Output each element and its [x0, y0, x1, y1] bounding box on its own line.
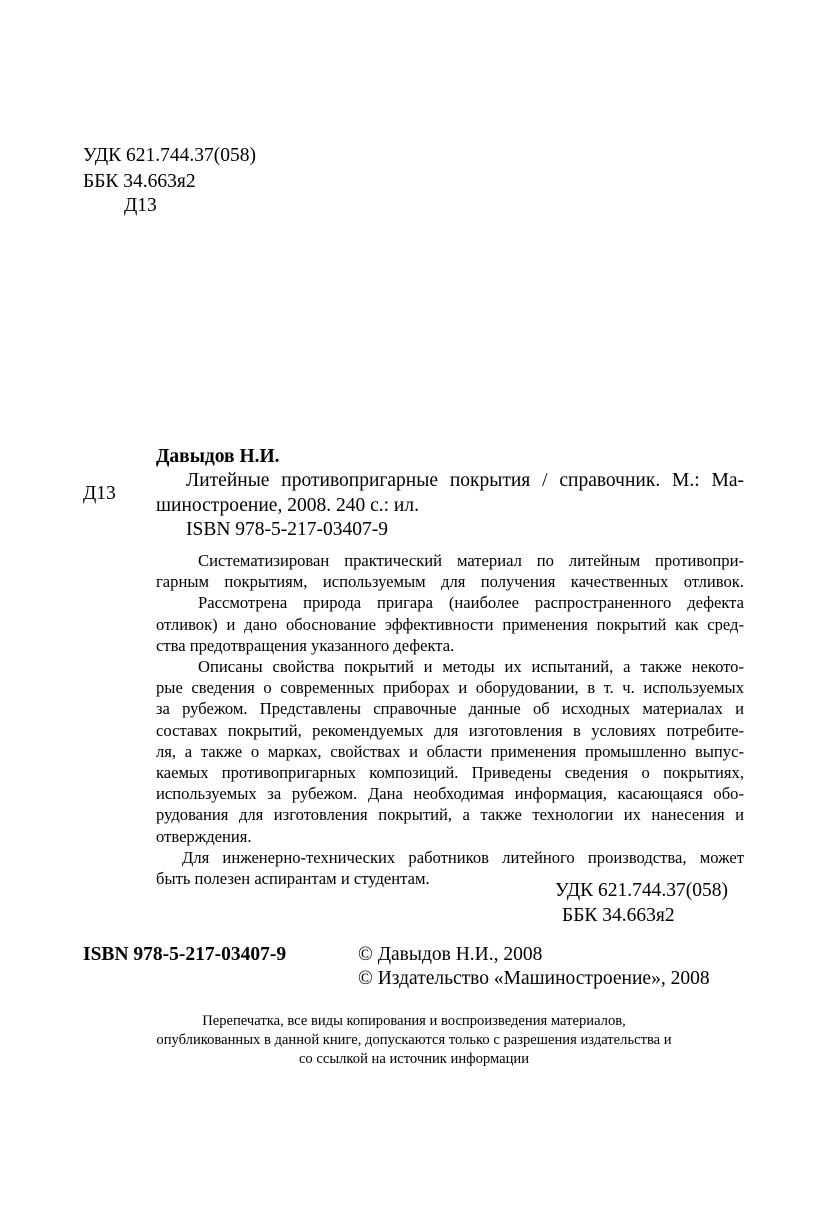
bib-title-line1: Литейные противопригарные покрытия / справочник. М.: Ма- [186, 470, 744, 491]
annotation-line: ля, а также о марках, свойствах и области применения промышленно выпус- [156, 741, 744, 761]
annotation-line: гарным покрытиям, используемым для получения качественных отливок. [156, 572, 744, 592]
annotation-line: составах покрытий, рекомендуемых для изготовления в условиях потребите- [156, 720, 744, 740]
annotation-line: рудования для изготовления покрытий, а также технологии их нанесения и [156, 805, 744, 825]
annotation-line: каемых противопригарных композиций. Приведены сведения о покрытиях, [156, 763, 744, 783]
annotation-line: за рубежом. Представлены справочные данные об исходных материалах и [156, 699, 744, 719]
bbk-code-bottom: ББК 34.663я2 [562, 905, 675, 926]
copyright-author: © Давыдов Н.И., 2008 [358, 944, 543, 965]
udk-code-bottom: УДК 621.744.37(058) [555, 880, 729, 901]
annotation-line: Для инженерно-технических работников литейного производства, может [182, 847, 744, 867]
udk-code-top: УДК 621.744.37(058) [83, 145, 257, 166]
bib-isbn: ISBN 978-5-217-03407-9 [186, 519, 389, 540]
annotation-line: Рассмотрена природа пригара (наиболее распространенного дефекта [198, 593, 744, 613]
annotation-line: быть полезен аспирантам и студентам. [156, 869, 430, 889]
reprint-notice-line3: со ссылкой на источник информации [298, 1051, 530, 1067]
author-mark-top: Д13 [124, 195, 157, 216]
annotation-line: рые сведения о современных приборах и оборудовании, в т. ч. используемых [156, 678, 744, 698]
copyright-publisher: © Издательство «Машиностроение», 2008 [358, 968, 710, 989]
annotation-line: используемых за рубежом. Дана необходимая информация, касающаяся обо- [156, 784, 744, 804]
bib-title-line2: шиностроение, 2008. 240 с.: ил. [156, 495, 419, 516]
reprint-notice-line2: опубликованных в данной книге, допускаются только с разрешения издательства и [156, 1032, 672, 1048]
annotation-line: отливок) и дано обоснование эффективности применения покрытий как сред- [156, 614, 744, 634]
author-mark-side: Д13 [83, 483, 116, 504]
annotation-line: Систематизирован практический материал по литейным противопри- [198, 551, 744, 570]
annotation-line: Описаны свойства покрытий и методы их испытаний, а также некото- [198, 657, 744, 677]
bbk-code-top: ББК 34.663я2 [83, 171, 196, 192]
author-name: Давыдов Н.И. [156, 446, 280, 467]
annotation [156, 550, 744, 889]
isbn-bold: ISBN 978-5-217-03407-9 [83, 944, 287, 965]
reprint-notice-line1: Перепечатка, все виды копирования и воспроизведения материалов, [202, 1013, 626, 1029]
annotation-line: отверждения. [156, 826, 252, 846]
annotation-line: ства предотвращения указанного дефекта. [156, 635, 455, 655]
